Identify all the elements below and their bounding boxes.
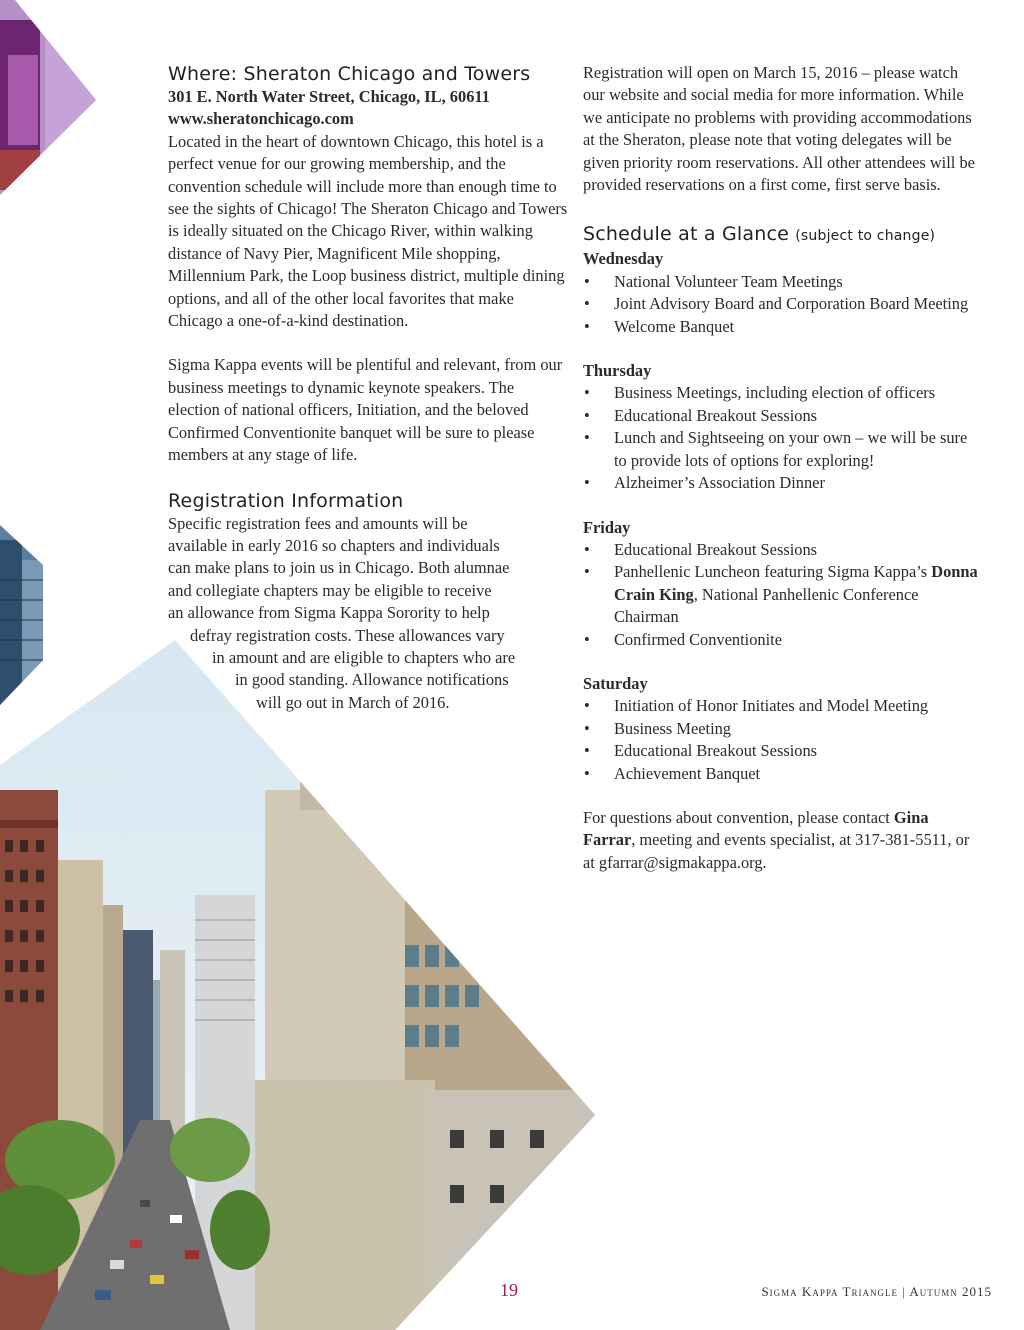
schedule-item: • Business Meetings, including election of officers <box>583 382 983 404</box>
schedule-item: • Educational Breakout Sessions <box>583 539 983 561</box>
registration-line: available in early 2016 so chapters and individuals <box>168 535 500 555</box>
schedule-item: • Welcome Banquet <box>583 316 983 338</box>
hotel-address: 301 E. North Water Street, Chicago, IL, 60611 <box>168 87 490 106</box>
magazine-issue: Autumn 2015 <box>909 1284 992 1299</box>
speaker-name: Donna Crain King <box>614 562 978 604</box>
schedule-heading <box>583 222 983 248</box>
magazine-footer <box>761 1284 992 1300</box>
schedule-list-thursday <box>583 382 983 494</box>
schedule-item: • Confirmed Conventionite <box>583 629 983 651</box>
schedule-list-saturday <box>583 695 983 785</box>
contact-name: Gina Farrar <box>583 807 929 850</box>
luncheon-text: Panhellenic Luncheon featuring Sigma Kappa’s <box>614 562 928 582</box>
day-heading-saturday: Saturday <box>583 673 648 693</box>
registration-heading: Registration Information <box>168 489 404 512</box>
registration-line: in amount and are eligible to chapters who are <box>212 647 516 667</box>
day-heading-wednesday: Wednesday <box>583 249 664 269</box>
mid-photo-triangle <box>0 520 45 710</box>
footer-separator: | <box>902 1284 906 1299</box>
schedule-item: • Educational Breakout Sessions <box>583 740 983 762</box>
schedule-item: • Initiation of Honor Initiates and Model Meeting <box>583 695 983 717</box>
schedule-heading-title: Schedule at a Glance <box>583 223 789 246</box>
schedule-item: • Educational Breakout Sessions <box>583 405 983 427</box>
registration-line: can make plans to join us in Chicago. Both alumnae <box>168 558 510 578</box>
schedule-item: • Joint Advisory Board and Corporation Board Meeting <box>583 293 983 315</box>
schedule-item-luncheon <box>583 561 983 628</box>
registration-line: Specific registration fees and amounts will be <box>168 513 468 533</box>
schedule-item: • Business Meeting <box>583 718 983 740</box>
contact-prefix: For questions about convention, please contact <box>583 807 894 827</box>
hotel-website: www.sheratonchicago.com <box>168 109 354 129</box>
schedule-item: • National Volunteer Team Meetings <box>583 271 983 293</box>
schedule-list-wednesday <box>583 271 983 338</box>
registration-line: defray registration costs. These allowances vary <box>190 625 505 645</box>
registration-line: will go out in March of 2016. <box>256 692 450 712</box>
top-photo-triangle <box>0 0 100 200</box>
events-description: Sigma Kappa events will be plentiful and relevant, from our business meetings to dynamic keynote speakers. The election of national officers, Initiation, and the beloved Confirmed Conventionite banquet will be sure to please members at any stage of life. <box>168 355 563 465</box>
left-column <box>168 62 568 714</box>
schedule-heading-note: (subject to change) <box>795 228 936 245</box>
day-heading-thursday: Thursday <box>583 361 652 381</box>
registration-line: an allowance from Sigma Kappa Sorority to help <box>168 603 490 623</box>
right-column <box>583 62 983 874</box>
contact-suffix: , meeting and events specialist, at 317-381-5511, or at gfarrar@sigmakappa.org. <box>583 830 970 872</box>
page-number: 19 <box>500 1280 518 1300</box>
contact-text <box>583 807 983 874</box>
registration-line: in good standing. Allowance notifications <box>235 670 509 690</box>
magazine-title: Sigma Kappa Triangle <box>761 1284 898 1299</box>
city-street-photo <box>0 620 600 1330</box>
hotel-description: Located in the heart of downtown Chicago, this hotel is a perfect venue for our growing membership, and the convention schedule will include more than enough time to see the sights of Chicago! The Sheraton Chicago and Towers is ideally situated on the Chicago River, within walking distance of Navy Pier, Magnificent Mile shopping, Millennium Park, the Loop business district, multiple dining options, and all of the other local favorites that make Chicago a one-of-a-kind destination. <box>168 131 568 331</box>
day-heading-friday: Friday <box>583 517 631 537</box>
schedule-list-friday <box>583 539 983 651</box>
registration-opening-text: Registration will open on March 15, 2016 – please watch our website and social media for more information. While we anticipate no problems with providing accommodations at the Sheraton, please note that voting delegates will be given priority room reservations. All other attendees will be provided reservations on a first come, first serve basis. <box>583 63 975 195</box>
registration-body <box>168 513 568 715</box>
schedule-item: • Lunch and Sightseeing on your own – we will be sure to provide lots of options for exploring! <box>583 427 983 472</box>
schedule-item: • Alzheimer’s Association Dinner <box>583 472 983 494</box>
where-heading: Where: Sheraton Chicago and Towers <box>168 63 531 85</box>
registration-line: and collegiate chapters may be eligible to receive <box>168 580 492 600</box>
speaker-title: , National Panhellenic Conference Chairman <box>614 584 919 627</box>
schedule-item: • Achievement Banquet <box>583 763 983 785</box>
